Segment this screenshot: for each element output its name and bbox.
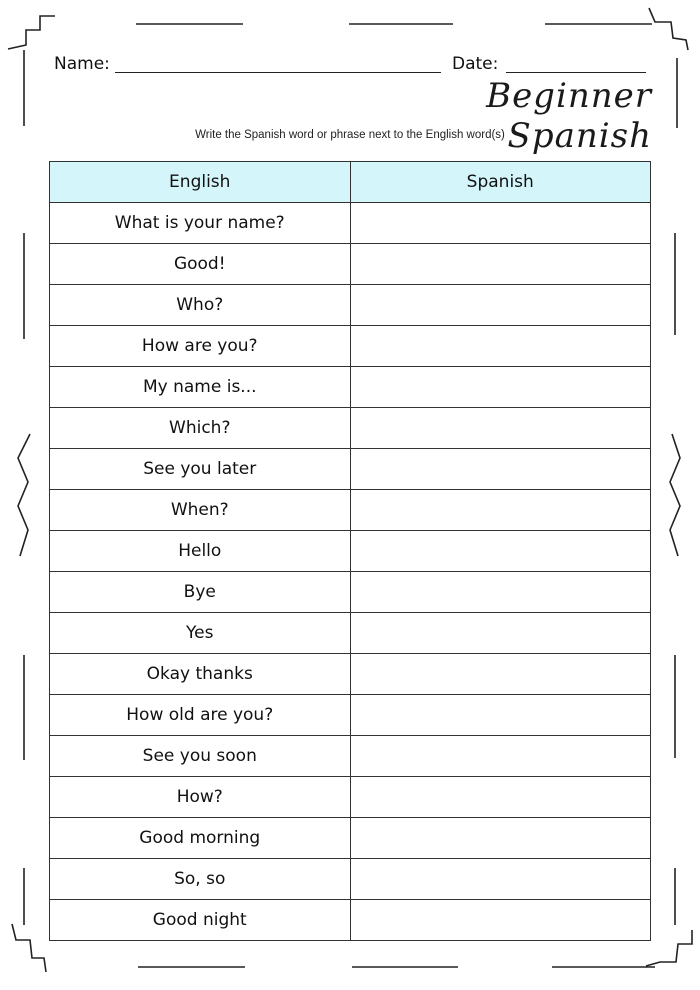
spanish-answer-cell[interactable] bbox=[350, 654, 651, 695]
spanish-answer-cell[interactable] bbox=[350, 900, 651, 941]
spanish-answer-cell[interactable] bbox=[350, 572, 651, 613]
english-cell: Hello bbox=[50, 531, 351, 572]
table-row bbox=[50, 244, 651, 285]
spanish-answer-cell[interactable] bbox=[350, 244, 651, 285]
table-row bbox=[50, 408, 651, 449]
spanish-answer-cell[interactable] bbox=[350, 490, 651, 531]
english-cell: My name is... bbox=[50, 367, 351, 408]
table-row bbox=[50, 736, 651, 777]
spanish-answer-cell[interactable] bbox=[350, 367, 651, 408]
spanish-answer-cell[interactable] bbox=[350, 818, 651, 859]
spanish-answer-cell[interactable] bbox=[350, 203, 651, 244]
english-cell: When? bbox=[50, 490, 351, 531]
table-row bbox=[50, 326, 651, 367]
table-row bbox=[50, 449, 651, 490]
column-header-spanish: Spanish bbox=[350, 162, 651, 203]
english-cell: Which? bbox=[50, 408, 351, 449]
english-cell: What is your name? bbox=[50, 203, 351, 244]
table-body bbox=[50, 203, 651, 941]
english-cell: Okay thanks bbox=[50, 654, 351, 695]
date-field[interactable] bbox=[506, 72, 646, 73]
table-row bbox=[50, 654, 651, 695]
english-cell: How? bbox=[50, 777, 351, 818]
table-header-row bbox=[50, 162, 651, 203]
spanish-answer-cell[interactable] bbox=[350, 449, 651, 490]
spanish-answer-cell[interactable] bbox=[350, 326, 651, 367]
table-row bbox=[50, 285, 651, 326]
english-cell: Bye bbox=[50, 572, 351, 613]
spanish-answer-cell[interactable] bbox=[350, 777, 651, 818]
english-cell: How are you? bbox=[50, 326, 351, 367]
spanish-answer-cell[interactable] bbox=[350, 736, 651, 777]
spanish-answer-cell[interactable] bbox=[350, 531, 651, 572]
name-label: Name: bbox=[54, 54, 110, 74]
column-header-english: English bbox=[50, 162, 351, 203]
table-row bbox=[50, 490, 651, 531]
table-row bbox=[50, 531, 651, 572]
english-cell: Yes bbox=[50, 613, 351, 654]
english-cell: So, so bbox=[50, 859, 351, 900]
spanish-answer-cell[interactable] bbox=[350, 285, 651, 326]
spanish-answer-cell[interactable] bbox=[350, 613, 651, 654]
english-cell: See you later bbox=[50, 449, 351, 490]
table-row bbox=[50, 777, 651, 818]
english-cell: Good! bbox=[50, 244, 351, 285]
spanish-answer-cell[interactable] bbox=[350, 859, 651, 900]
table-row bbox=[50, 695, 651, 736]
table-row bbox=[50, 613, 651, 654]
table-row bbox=[50, 572, 651, 613]
spanish-answer-cell[interactable] bbox=[350, 695, 651, 736]
table-row bbox=[50, 900, 651, 941]
table-row bbox=[50, 859, 651, 900]
english-cell: How old are you? bbox=[50, 695, 351, 736]
instructions: Write the Spanish word or phrase next to the English word(s) bbox=[195, 129, 505, 141]
worksheet-title: Beginner Spanish bbox=[486, 76, 652, 156]
table-row bbox=[50, 203, 651, 244]
english-cell: Good night bbox=[50, 900, 351, 941]
table-row bbox=[50, 818, 651, 859]
name-field[interactable] bbox=[115, 72, 441, 73]
english-cell: See you soon bbox=[50, 736, 351, 777]
spanish-answer-cell[interactable] bbox=[350, 408, 651, 449]
vocabulary-table bbox=[49, 161, 651, 941]
date-label: Date: bbox=[452, 54, 499, 74]
english-cell: Who? bbox=[50, 285, 351, 326]
table-row bbox=[50, 367, 651, 408]
english-cell: Good morning bbox=[50, 818, 351, 859]
